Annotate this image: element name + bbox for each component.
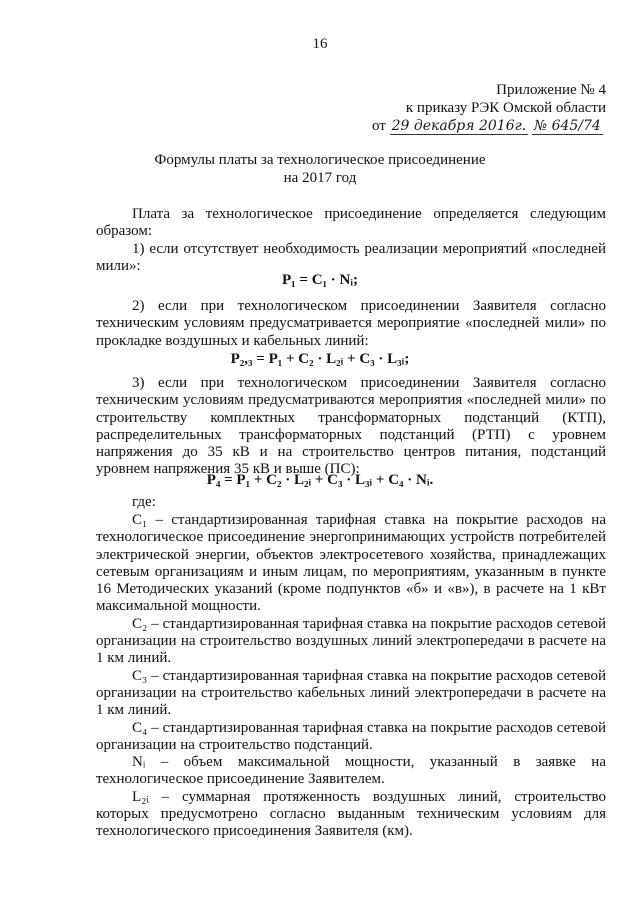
intro-text: Плата за технологическое присоединение определяется следующим образом: xyxy=(96,206,606,240)
definition-c2: C₂ – стандартизированная тарифная ставка на покрытие расходов сетевой организации на строительство воздушных линий электропередачи в расчете на 1 км линий. xyxy=(96,615,606,667)
case-3-text: 3) если при технологическом присоединении Заявителя согласно техническим условиям предусматриваются мероприятия «последней мили» по строительству комплектных трансформаторных подстанций (КТП), распределительных трансформаторных подстанций (РТП) с уровнем напряжения до 35 кВ и на строительство центров питания, подстанций уровнем напряжения 35 кВ и выше (ПС): xyxy=(96,375,606,478)
formula-1: P₁ = C₁ · Nᵢ; xyxy=(281,272,359,288)
case-3-paragraph xyxy=(96,375,606,479)
date-prefix: от xyxy=(372,118,386,134)
where-label: где: xyxy=(132,494,156,510)
definition-ni: Nᵢ – объем максимальной мощности, указанный в заявке на технологическое присоединение Заявителем. xyxy=(96,754,606,788)
handwritten-date: 29 декабря 2016г. xyxy=(391,118,527,134)
intro-paragraph xyxy=(96,206,606,275)
appendix-title: Приложение № 4 xyxy=(496,82,606,98)
definition-c4: C₄ – стандартизированная тарифная ставка на покрытие расходов сетевой организации на строительство подстанций. xyxy=(96,719,606,753)
case-2-paragraph xyxy=(96,298,606,350)
page-number: 16 xyxy=(312,36,328,52)
formula-2: P₂,₃ = P₁ + C₂ · L₂ᵢ + C₃ · L₃ᵢ; xyxy=(230,351,410,367)
case-2-text: 2) если при технологическом присоединении Заявителя согласно техническим условиям предусматривается мероприятие «последней мили» по прокладке воздушных и кабельных линий: xyxy=(96,298,606,349)
definition-c1: C₁ – стандартизированная тарифная ставка на покрытие расходов на технологическое присоединение энергопринимающих устройств потребителей электрической энергии, объектов электросетевого хозяйства, принадлежащих сетевым организациям и иным лицам, по мероприятиям, указанным в пункте 16 Методических указаний (кроме подпунктов «б» и «в»), в расчете на 1 кВт максимальной мощности. xyxy=(96,512,606,615)
document-subtitle: на 2017 год xyxy=(283,170,357,186)
case-1-text: 1) если отсутствует необходимость реализации мероприятий «последней мили»: xyxy=(96,240,606,274)
appendix-date xyxy=(372,118,603,135)
definition-c3: C₃ – стандартизированная тарифная ставка на покрытие расходов сетевой организации на строительство кабельных линий электропередачи в расчете на 1 км линий. xyxy=(96,667,606,719)
definition-l2i: L₂ᵢ – суммарная протяженность воздушных линий, строительство которых предусмотрено согласно выданным техническим условиям для технологического присоединения Заявителя (км). xyxy=(96,788,606,840)
handwritten-number: № 645/74 xyxy=(533,118,601,134)
formula-3: P₄ = P₁ + C₂ · L₂ᵢ + C₃ · L₃ᵢ + C₄ · Nᵢ. xyxy=(206,472,434,488)
appendix-order: к приказу РЭК Омской области xyxy=(405,100,606,116)
definitions xyxy=(96,512,606,841)
document-title: Формулы платы за технологическое присоединение xyxy=(154,152,486,168)
